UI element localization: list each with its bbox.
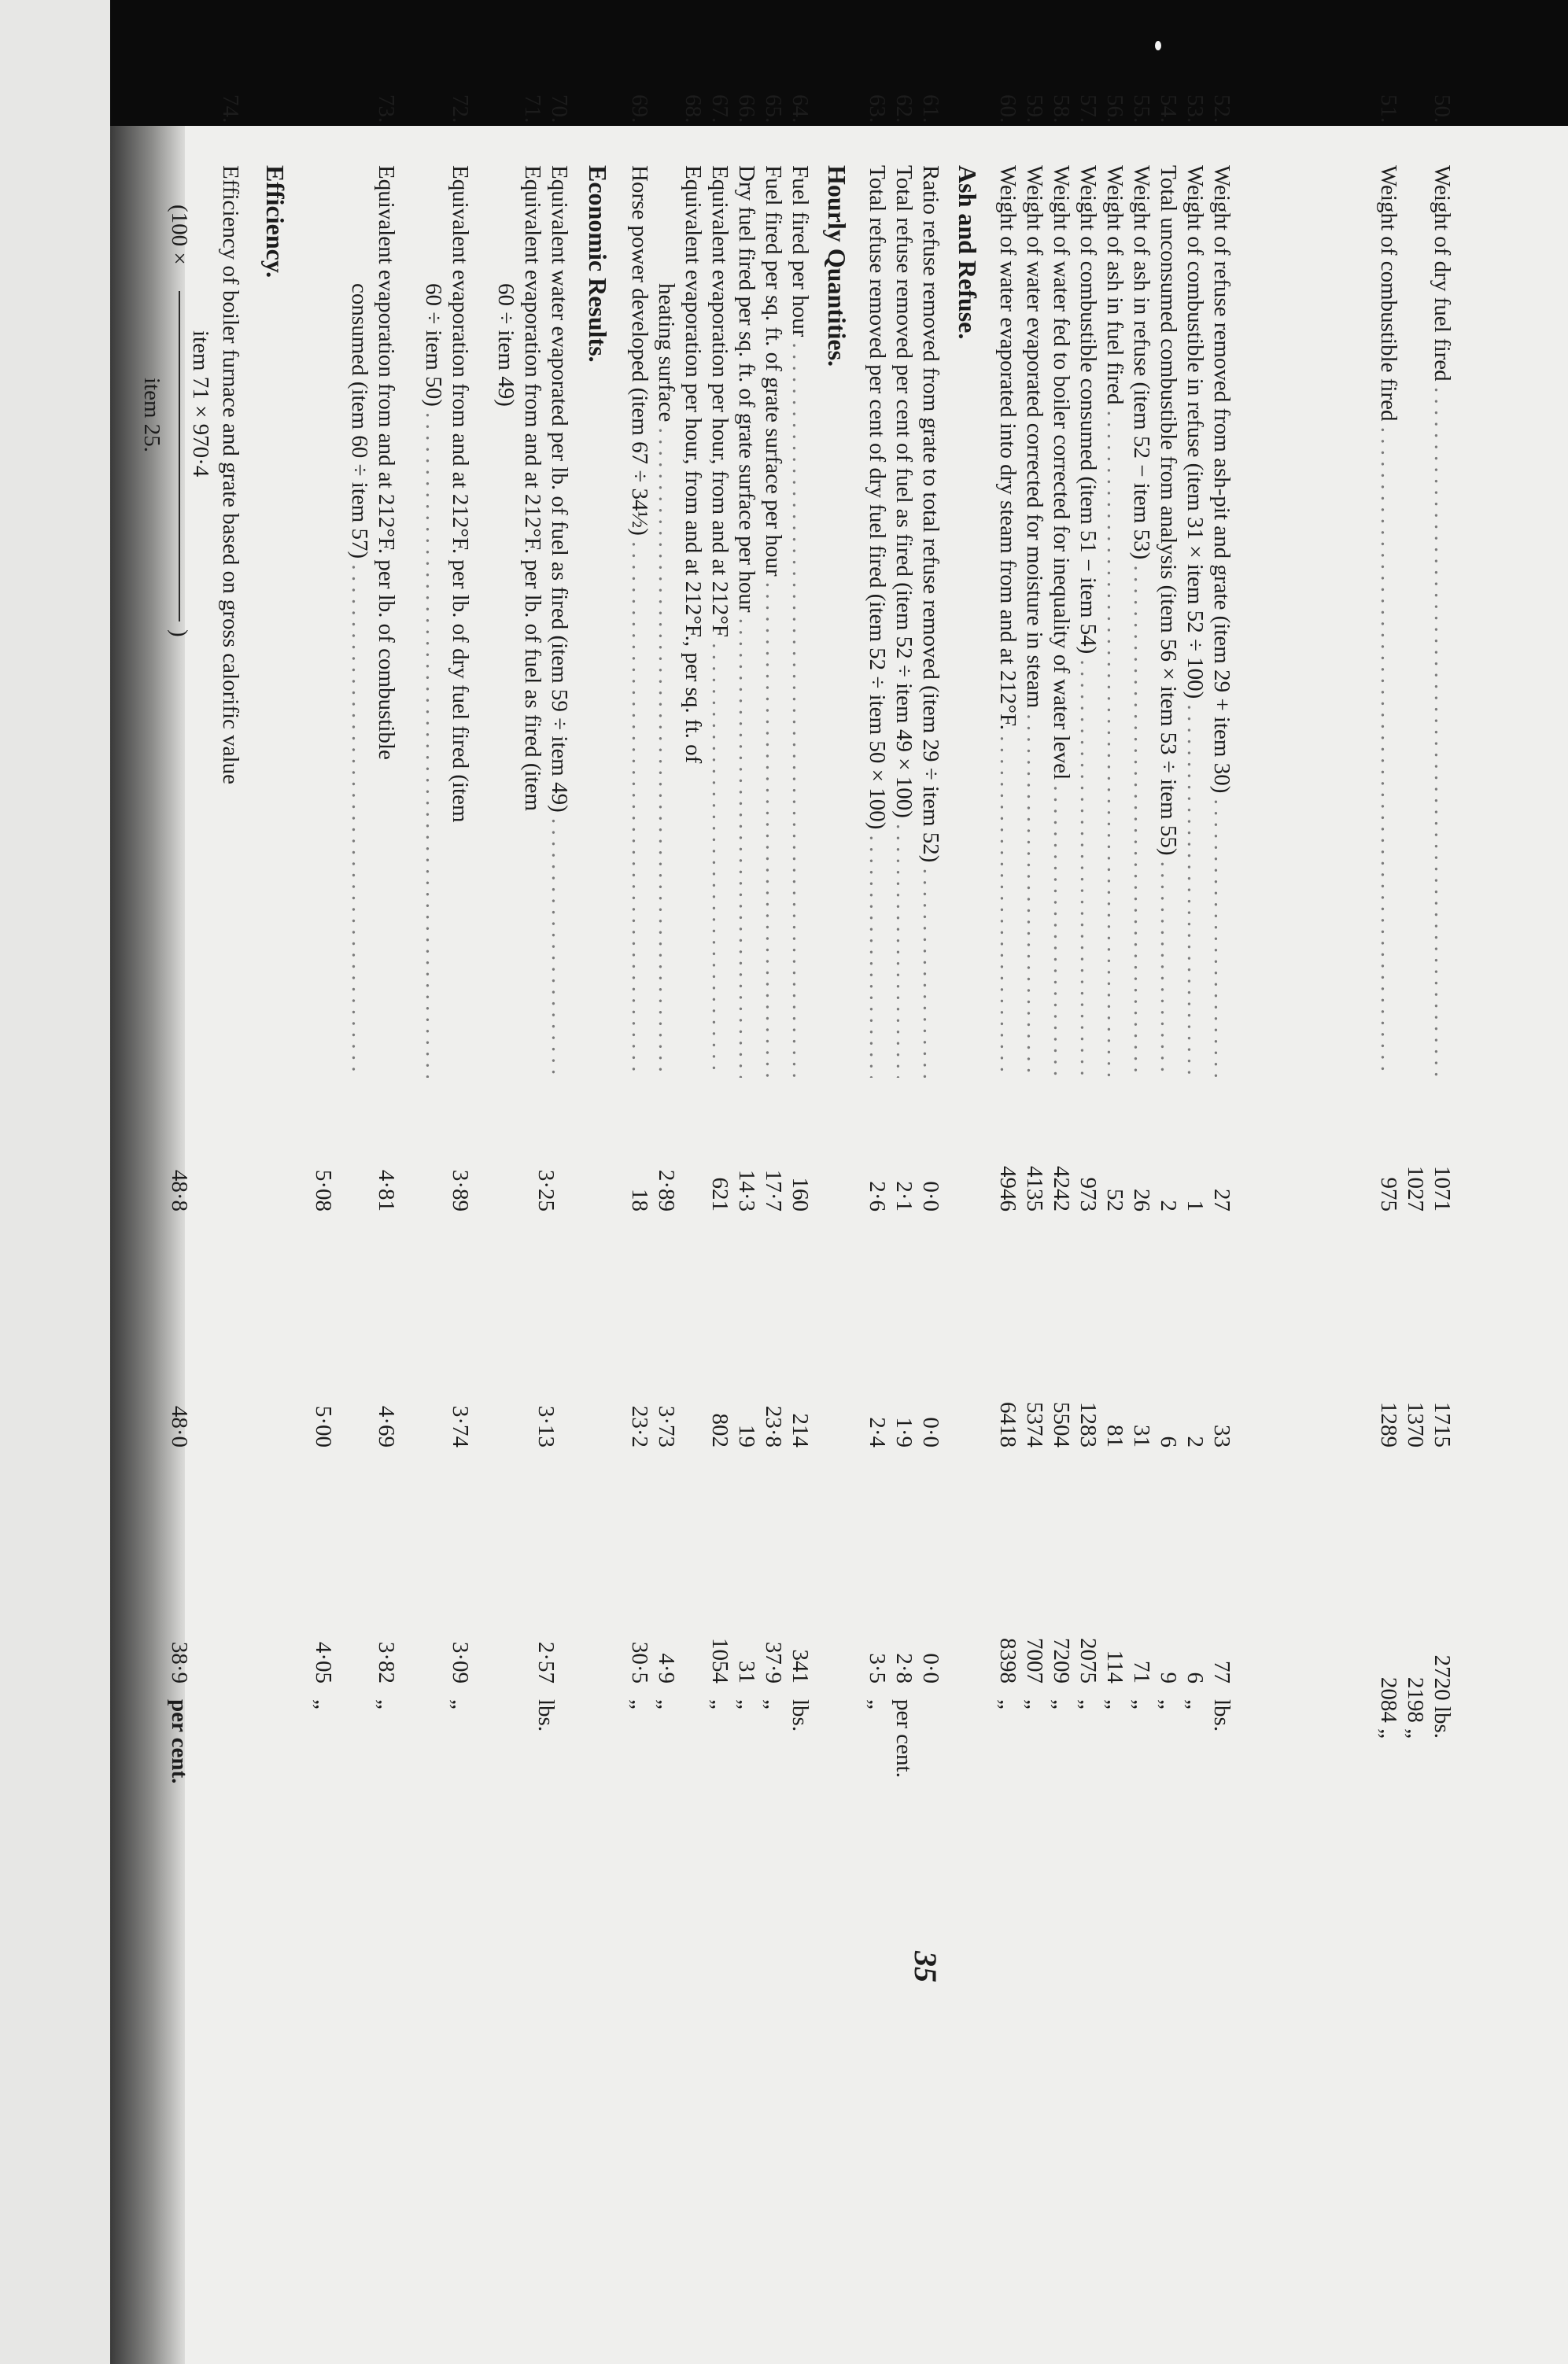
value-test-2: 3·74 — [448, 1405, 473, 1448]
value-test-3: 3·82 — [374, 1641, 399, 1684]
value-test-2: 5374 — [1022, 1402, 1047, 1448]
value-test-1: 4135 — [1022, 1166, 1047, 1212]
section-heading-efficiency: Efficiency. — [261, 165, 290, 278]
value-test-2: 1289 — [1376, 1402, 1401, 1448]
table-row — [917, 94, 944, 2234]
value-test-3: 31 — [734, 1661, 759, 1684]
item-label: Fuel fired per sq. ft. of grate surface per hour . . . — [760, 165, 787, 1078]
value-unit: „ — [1102, 1699, 1127, 1709]
section-heading-ash-refuse: Ash and Refuse. — [954, 165, 982, 340]
item-number: 63. — [865, 94, 890, 124]
section-heading-economic: Economic Results. — [584, 165, 612, 363]
table-row — [1021, 94, 1048, 2234]
item-label-continued: consumed (item 60 ÷ item 57) . . . — [346, 165, 373, 1078]
item-label: Horse power developed (item 67 ÷ 34½) . . . — [626, 165, 653, 1078]
value-unit: „ — [1129, 1699, 1154, 1709]
value-test-2: 5504 — [1049, 1402, 1074, 1448]
item-number: 61. — [918, 94, 943, 124]
value-unit: per cent. — [891, 1699, 917, 1778]
value-test-1: 2·6 — [865, 1181, 890, 1212]
table-row — [760, 94, 787, 2234]
value-test-1: 52 — [1102, 1189, 1127, 1212]
value-unit: „ — [1182, 1699, 1208, 1709]
item-label: Equivalent evaporation from and at 212°F. per lb. of dry fuel fired (item — [448, 165, 473, 823]
item-label: Weight of ash in fuel fired . . . — [1101, 165, 1128, 1078]
table-row — [680, 94, 707, 2234]
value-test-2: 1·9 — [891, 1417, 917, 1448]
item-number: 60. — [995, 94, 1020, 124]
item-label: Dry fuel fired per sq. ft. of grate surface per hour . . . — [733, 165, 760, 1078]
value-test-1: 27 — [1209, 1189, 1234, 1212]
value-test-3: 7007 — [1022, 1638, 1047, 1684]
table-row — [373, 94, 400, 2234]
item-number: 66. — [734, 94, 759, 124]
item-label: Equivalent water evaporated per lb. of fuel as fired (item 59 ÷ item 49) . . . — [546, 165, 573, 1078]
item-label: Efficiency of boiler furnace and grate based on gross calorific value — [218, 165, 243, 784]
value-test-1: 3·89 — [448, 1169, 473, 1212]
table-row — [1128, 94, 1155, 2234]
value-test-2: 6418 — [995, 1402, 1020, 1448]
item-label: Weight of dry fuel fired . . . — [1429, 165, 1455, 1078]
value-test-1: 17·7 — [761, 1169, 786, 1212]
item-number: 68. — [681, 94, 706, 124]
formula-numerator: item 71 × 970·4 — [188, 330, 213, 478]
value-test-2: 31 — [1129, 1425, 1154, 1448]
table-row — [447, 94, 474, 2234]
value-unit: „ — [627, 1699, 652, 1709]
table-row-values — [166, 94, 193, 2234]
value-unit: „ — [1075, 1699, 1101, 1709]
table-row-continued — [420, 94, 447, 2234]
item-label: Total unconsumed combustible from analysis (item 56 × item 53 ÷ item 55) . . . — [1155, 165, 1182, 1078]
item-label: Fuel fired per hour . . . — [787, 165, 814, 1078]
item-label: Weight of refuse removed from ash-pit and grate (item 29 + item 30) . . . — [1208, 165, 1235, 1078]
value-test-1: 621 — [707, 1177, 732, 1212]
value-test-1: 973 — [1075, 1177, 1101, 1212]
table-row — [1182, 94, 1208, 2234]
value-test-2: 1283 — [1075, 1402, 1101, 1448]
item-label: Equivalent evaporation per hour, from and at 212°F., per sq. ft. of — [681, 165, 706, 764]
value-unit: „ — [374, 1699, 399, 1709]
value-test-3: 2720 lbs. — [1430, 1654, 1455, 1739]
item-label: Weight of combustible consumed (item 51 − item 54) . . . — [1075, 165, 1101, 1078]
table-row — [519, 94, 559, 2234]
value-test-2: 33 — [1209, 1425, 1234, 1448]
value-test-3: 37·9 — [761, 1641, 786, 1684]
table-row — [1048, 94, 1075, 2234]
value-unit: lbs. — [788, 1699, 813, 1732]
table-row — [864, 94, 891, 2234]
value-test-1: 3·25 — [533, 1169, 559, 1212]
item-number: 62. — [891, 94, 917, 124]
value-test-2: 6 — [1156, 1436, 1181, 1448]
item-number: 65. — [761, 94, 786, 124]
value-test-2: 23·2 — [627, 1405, 652, 1448]
value-unit: „ — [1156, 1699, 1181, 1709]
value-test-3: 341 — [788, 1649, 813, 1684]
value-test-2: 81 — [1102, 1425, 1127, 1448]
value-test-3: 9 — [1156, 1672, 1181, 1684]
table-row — [994, 94, 1021, 2234]
section-heading-hourly: Hourly Quantities. — [823, 165, 851, 367]
value-test-3: 2·8 — [891, 1653, 917, 1684]
value-test-1: 160 — [788, 1177, 813, 1212]
item-number: 57. — [1075, 94, 1101, 124]
value-test-3: 4·05 — [311, 1641, 336, 1684]
table-row — [1101, 94, 1128, 2234]
value-unit: „ — [865, 1699, 890, 1709]
table-row — [1155, 94, 1182, 2234]
value-unit: „ — [311, 1699, 336, 1709]
value-test-1: 14·3 — [734, 1169, 759, 1212]
item-label: Weight of water evaporated into dry steam from and at 212°F. . . . — [994, 165, 1021, 1078]
value-unit: „ — [995, 1699, 1020, 1709]
formula-denominator: item 25. — [139, 378, 164, 453]
value-test-1: 1027 — [1403, 1166, 1428, 1212]
value-test-1: 1 — [1182, 1200, 1208, 1212]
formula-suffix: ) — [167, 629, 192, 637]
item-label: Equivalent evaporation per hour, from and at 212°F . . . — [707, 165, 733, 1078]
value-test-3: 7209 — [1049, 1638, 1074, 1684]
table-row-prev-values — [1402, 94, 1429, 2234]
value-test-1: 48·8 — [167, 1169, 192, 1212]
value-test-2: 2 — [1182, 1436, 1208, 1448]
item-number: 71. — [520, 94, 545, 124]
value-test-1: 1071 — [1430, 1166, 1455, 1212]
table-row-50 — [1429, 94, 1455, 2234]
value-test-3: 2198 „ — [1403, 1676, 1428, 1739]
value-unit: „ — [761, 1699, 786, 1709]
value-test-3: 3·5 — [865, 1653, 890, 1684]
value-test-2: 2·4 — [865, 1417, 890, 1448]
table-row — [1208, 94, 1235, 2234]
item-number: 53. — [1182, 94, 1208, 124]
item-number: 67. — [707, 94, 732, 124]
value-test-3: 77 — [1209, 1661, 1234, 1684]
value-test-1: 4946 — [995, 1166, 1020, 1212]
formula-prefix: (100 × — [167, 205, 192, 265]
table-row — [1075, 94, 1101, 2234]
table-row — [733, 94, 760, 2234]
value-test-2: 0·0 — [918, 1417, 943, 1448]
item-label: Ratio refuse removed from grate to total refuse removed (item 29 ÷ item 52) . . . — [917, 165, 944, 1078]
value-test-2: 3·73 — [654, 1405, 679, 1448]
item-number: 52. — [1209, 94, 1234, 124]
value-test-1: 0·0 — [918, 1181, 943, 1212]
item-number: 59. — [1022, 94, 1047, 124]
value-unit: „ — [734, 1699, 759, 1709]
table-row-continued — [653, 94, 680, 2234]
value-unit: „ — [1022, 1699, 1047, 1709]
item-label-continued: 60 ÷ item 50) . . . — [420, 165, 447, 1078]
table-row-continued — [493, 94, 519, 2234]
value-test-3: 71 — [1129, 1661, 1154, 1684]
item-number: 54. — [1156, 94, 1181, 124]
value-test-3: 30·5 — [627, 1641, 652, 1684]
value-test-1: 4·81 — [374, 1169, 399, 1212]
value-test-1: 2·1 — [891, 1181, 917, 1212]
value-test-3: 38·9 — [167, 1641, 192, 1684]
value-test-2: 802 — [707, 1413, 732, 1448]
item-number: 51. — [1376, 94, 1401, 124]
rotated-table-page — [47, 94, 1495, 2234]
item-number: 64. — [788, 94, 813, 124]
item-label: Equivalent evaporation from and at 212°F. per lb. of combustible — [374, 165, 399, 760]
item-number: 55. — [1129, 94, 1154, 124]
table-row — [891, 94, 917, 2234]
item-number: 58. — [1049, 94, 1074, 124]
value-test-1: 975 — [1376, 1177, 1401, 1212]
value-test-1: 26 — [1129, 1189, 1154, 1212]
value-test-2: 1370 — [1403, 1402, 1428, 1448]
value-unit: „ — [654, 1699, 679, 1709]
table-row — [787, 94, 814, 2234]
item-number: 72. — [448, 94, 473, 124]
value-test-2: 214 — [788, 1413, 813, 1448]
value-test-3: 0·0 — [918, 1653, 943, 1684]
item-number: 50. — [1430, 94, 1455, 124]
value-test-2: 1715 — [1430, 1402, 1455, 1448]
value-test-1: 2 — [1156, 1200, 1181, 1212]
value-unit: „ — [1049, 1699, 1074, 1709]
value-test-3: 2075 — [1075, 1638, 1101, 1684]
value-test-1: 2·89 — [654, 1169, 679, 1212]
item-label: Total refuse removed per cent of dry fuel fired (item 52 ÷ item 50 × 100) . . . — [864, 165, 891, 1078]
table-row — [626, 94, 653, 2234]
table-row-51 — [1375, 94, 1402, 2234]
value-test-1: 18 — [627, 1189, 652, 1212]
item-label: Total refuse removed per cent of fuel as fired (item 52 ÷ item 49 × 100) . . . — [891, 165, 917, 1078]
item-label-continued: 60 ÷ item 49) — [493, 283, 518, 407]
table-row — [707, 94, 733, 2234]
item-label: Weight of water fed to boiler corrected for inequality of water level . . . — [1048, 165, 1075, 1078]
table-row — [217, 94, 244, 2234]
value-unit: lbs. — [533, 1699, 559, 1732]
table-row-values — [310, 94, 337, 2234]
item-number: 56. — [1102, 94, 1127, 124]
item-number: 70. — [547, 94, 572, 124]
value-test-2: 48·0 — [167, 1405, 192, 1448]
value-test-2: 4·69 — [374, 1405, 399, 1448]
value-test-2: 3·13 — [533, 1405, 559, 1448]
item-label: Equivalent evaporation from and at 212°F. per lb. of fuel as fired (item — [520, 165, 545, 812]
item-number: 73. — [374, 94, 399, 124]
value-test-3: 1054 — [707, 1638, 732, 1684]
value-test-3: 6 — [1182, 1672, 1208, 1684]
item-number: 69. — [627, 94, 652, 124]
value-unit: per cent. — [167, 1699, 192, 1784]
value-unit: „ — [707, 1699, 732, 1709]
value-unit: lbs. — [1209, 1699, 1234, 1732]
item-label: Weight of water evaporated corrected for moisture in steam . . . — [1021, 165, 1048, 1078]
item-label: Weight of ash in refuse (item 52 − item 53) . . . — [1128, 165, 1155, 1078]
value-test-3: 3·09 — [448, 1641, 473, 1684]
item-label: Weight of combustible fired . . . — [1375, 165, 1402, 1078]
item-number: 74. — [218, 94, 243, 124]
value-test-2: 23·8 — [761, 1405, 786, 1448]
value-test-2: 19 — [734, 1425, 759, 1448]
item-label-continued: heating surface . . . — [653, 165, 680, 1078]
value-test-1: 5·08 — [311, 1169, 336, 1212]
scan-speck — [1155, 41, 1161, 50]
value-test-2: 5·00 — [311, 1405, 336, 1448]
value-unit: „ — [448, 1699, 473, 1709]
item-label: Weight of combustible in refuse (item 31 × item 52 ÷ 100) . . . — [1182, 165, 1208, 1078]
value-test-3: 4·9 — [654, 1653, 679, 1684]
table-row-continued — [346, 94, 373, 2234]
value-test-3: 2·57 — [533, 1641, 559, 1684]
value-test-3: 114 — [1102, 1650, 1127, 1684]
value-test-3: 2084 „ — [1376, 1676, 1401, 1739]
value-test-1: 4242 — [1049, 1166, 1074, 1212]
value-test-3: 8398 — [995, 1638, 1020, 1684]
page-number: 35 — [908, 1951, 943, 1982]
